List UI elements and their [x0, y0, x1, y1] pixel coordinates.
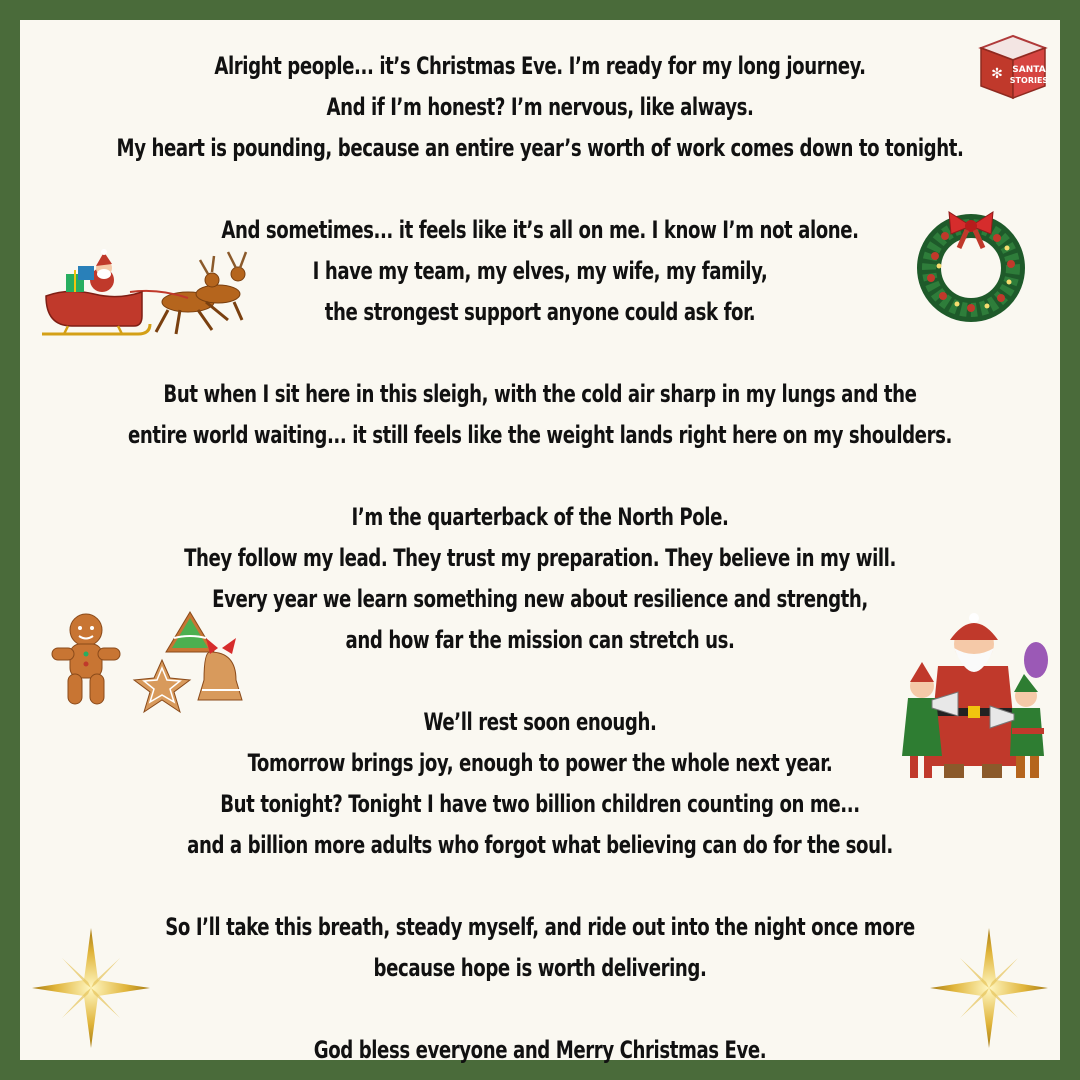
santa-elves-icon: [898, 596, 1048, 796]
poem-line: and how far the mission can stretch us.: [345, 626, 735, 654]
poem-line: So I’ll take this breath, steady myself, and ride out into the night once more: [165, 913, 915, 941]
poem-line: and a billion more adults who forgot what believing can do for the soul.: [187, 831, 893, 859]
santa-stories-logo: [975, 28, 1051, 104]
poem-line: God bless everyone and Merry Christmas Eve.: [313, 1036, 767, 1064]
poem-line: And if I’m honest? I’m nervous, like always.: [326, 93, 754, 121]
poem: [20, 46, 1060, 1071]
gold-star-icon: [32, 928, 150, 1048]
card: [20, 20, 1060, 1064]
poem-line: But tonight? Tonight I have two billion children counting on me...: [220, 790, 860, 818]
poem-line: because hope is worth delivering.: [373, 954, 707, 982]
poem-line: I’m the quarterback of the North Pole.: [351, 503, 729, 531]
poem-line: entire world waiting... it still feels like the weight lands right here on my shoulders.: [128, 421, 952, 449]
poem-line: But when I sit here in this sleigh, with the cold air sharp in my lungs and the: [163, 380, 917, 408]
poem-line: We’ll rest soon enough.: [423, 708, 657, 736]
gold-star-icon: [930, 928, 1048, 1048]
svg-text:✻: ✻: [991, 66, 1003, 82]
santa-sleigh-icon: [38, 244, 248, 344]
gingerbread-cookies-icon: [50, 608, 248, 718]
poem-line: Tomorrow brings joy, enough to power the whole next year.: [247, 749, 833, 777]
poem-line: I have my team, my elves, my wife, my family,: [312, 257, 768, 285]
poem-line: Every year we learn something new about resilience and strength,: [212, 585, 868, 613]
logo-text-top: SANTA: [1012, 65, 1046, 75]
poem-line: And sometimes... it feels like it’s all on me. I know I’m not alone.: [221, 216, 859, 244]
wreath-icon: [913, 204, 1029, 324]
logo-text-bottom: STORIES: [1009, 76, 1049, 85]
poem-line: They follow my lead. They trust my preparation. They believe in my will.: [184, 544, 896, 572]
poem-line: Alright people... it’s Christmas Eve. I’m ready for my long journey.: [214, 52, 866, 80]
poem-line: the strongest support anyone could ask for.: [324, 298, 756, 326]
poem-line: My heart is pounding, because an entire year’s worth of work comes down to tonight.: [116, 134, 964, 162]
